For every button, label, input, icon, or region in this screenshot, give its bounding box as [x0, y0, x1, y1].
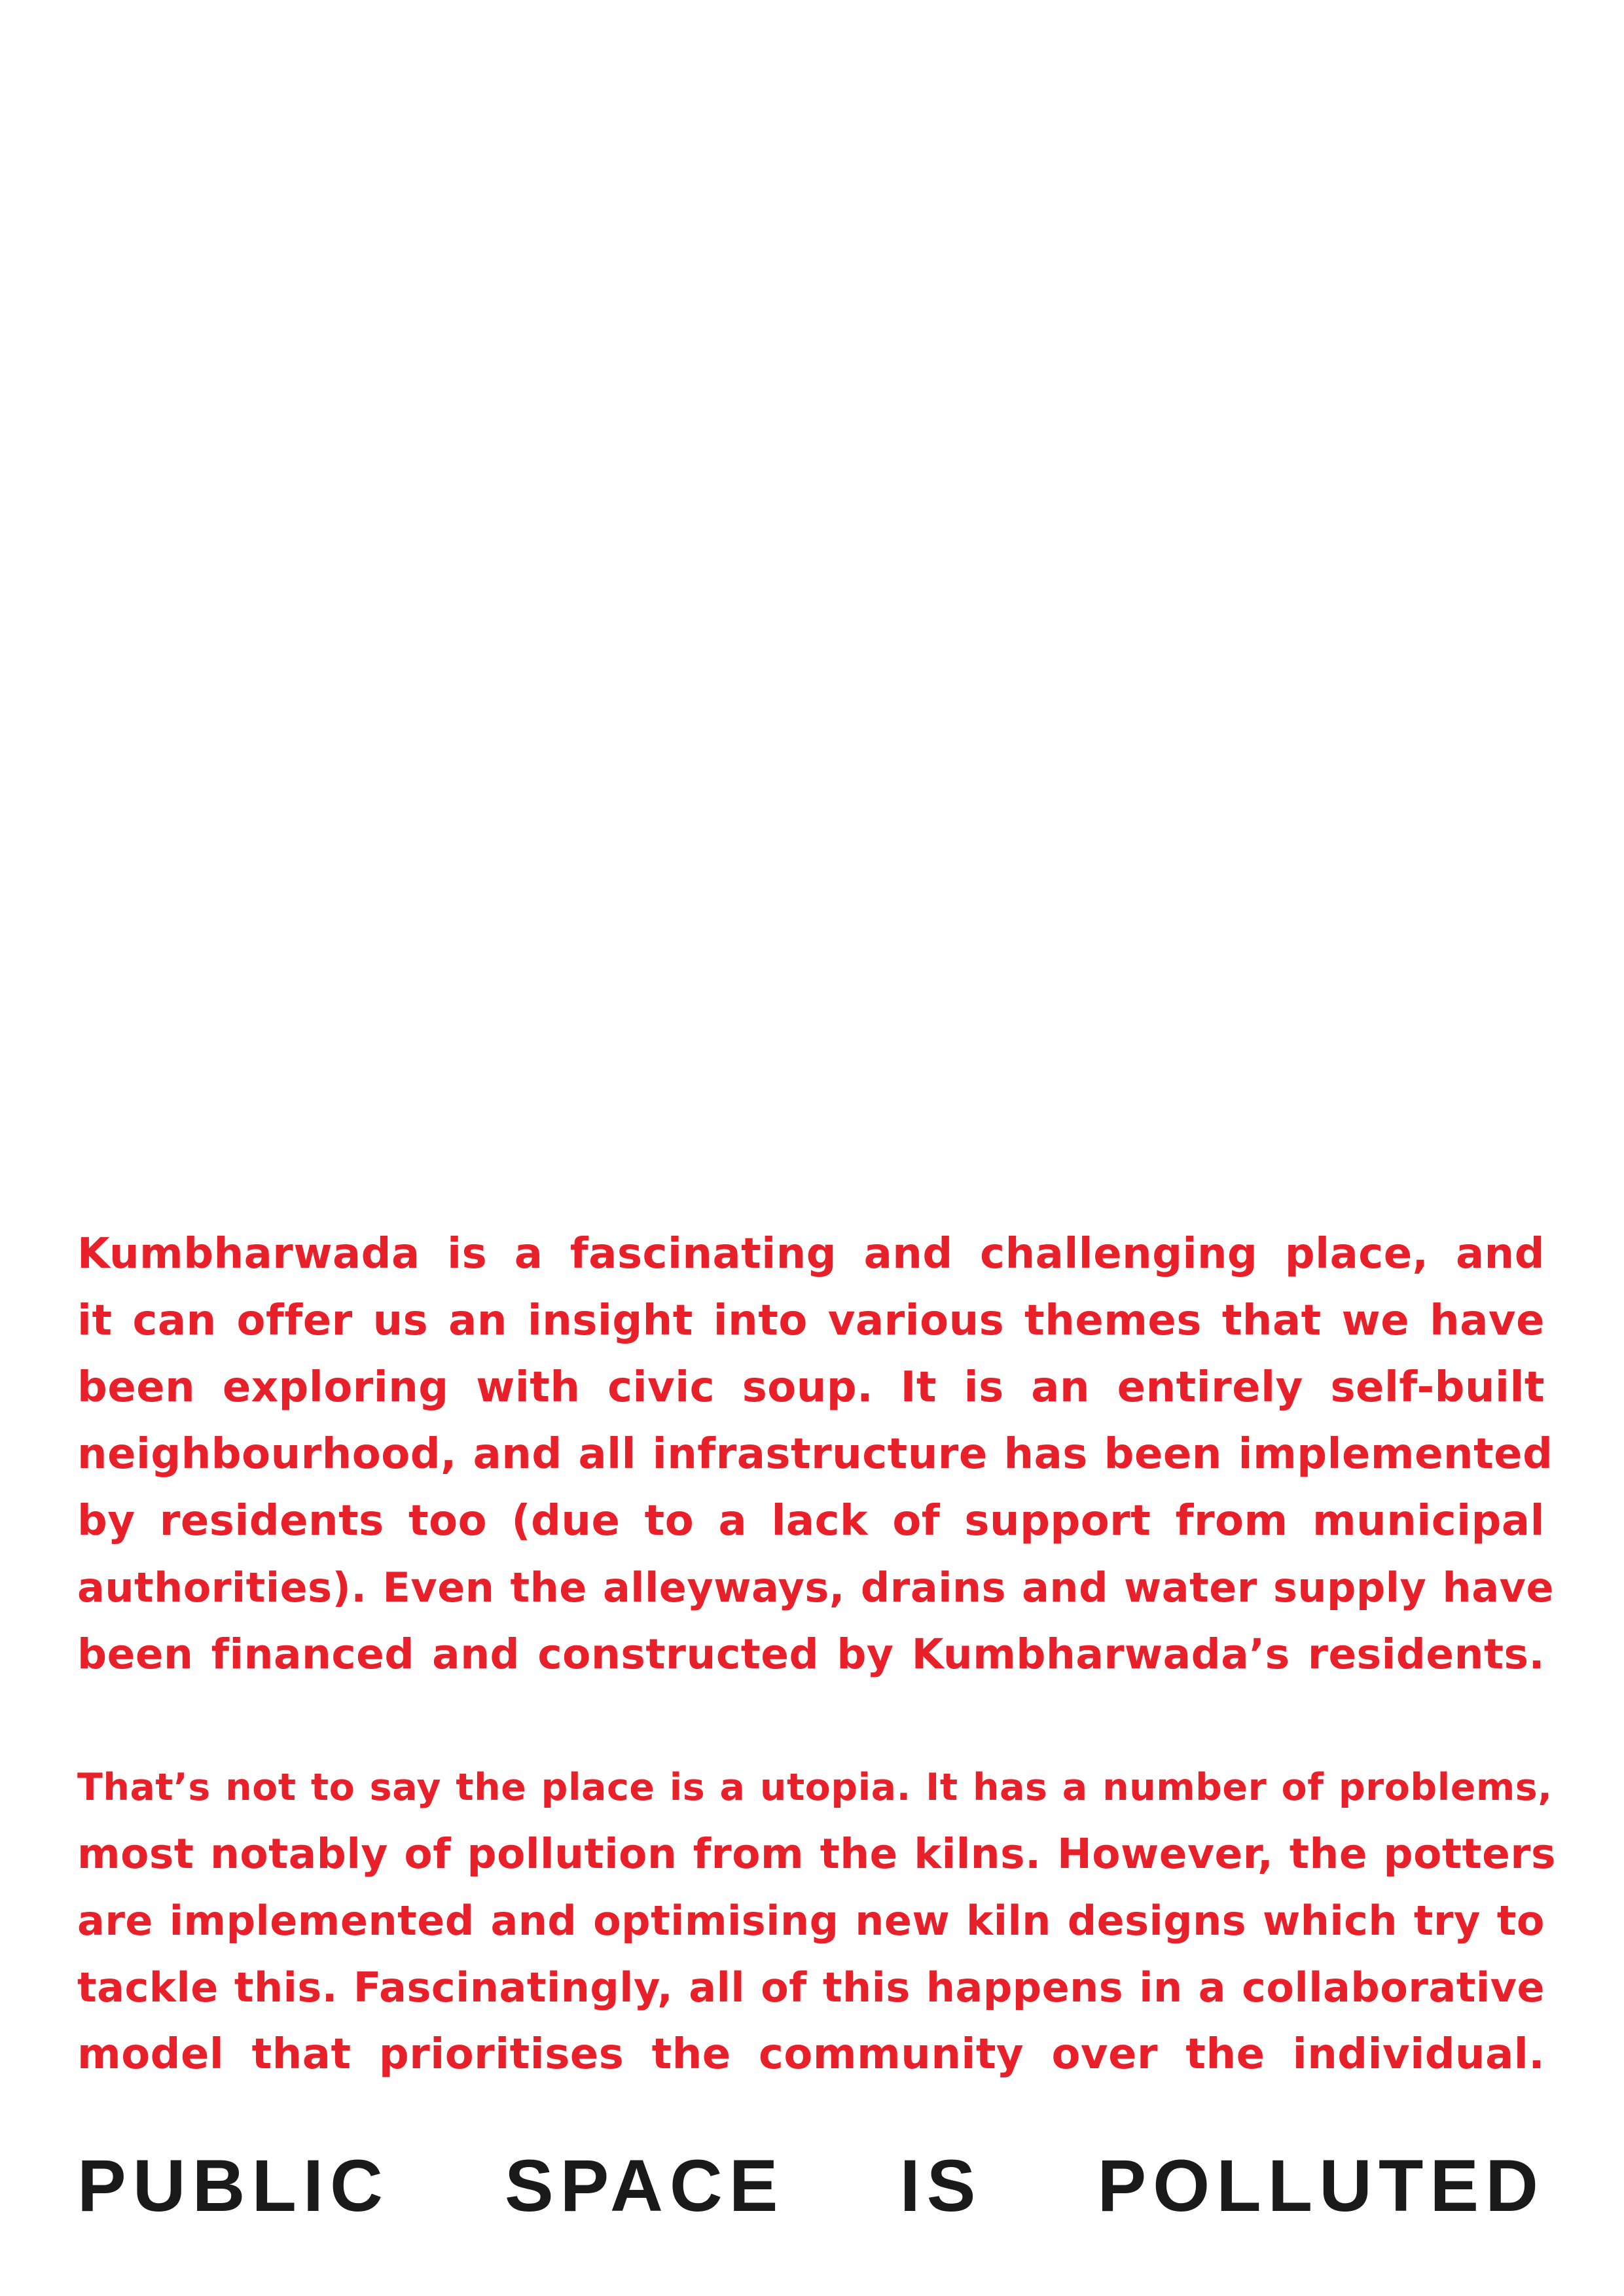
paragraph-line: been financed and constructed by Kumbharwada’s residents. — [77, 1630, 1545, 1678]
paragraph-line: been exploring with civic soup. It is an entirely self-built — [77, 1363, 1545, 1412]
paragraph-line: model that prioritises the community over the individual. — [77, 2030, 1545, 2079]
paragraph-line: neighbourhood, and all infrastructure has been implemented — [77, 1430, 1553, 1479]
paragraph-line: authorities). Even the alleyways, drains and water supply have — [77, 1564, 1554, 1611]
paragraph-intro — [77, 1221, 1554, 1688]
paragraph-line: it can offer us an insight into various themes that we have — [77, 1297, 1545, 1345]
paragraph-problems — [77, 1754, 1556, 2088]
paragraph-line: most notably of pollution from the kilns. However, the potters — [77, 1830, 1556, 1878]
paragraph-line: That’s not to say the place is a utopia. It has a number of problems, — [77, 1766, 1553, 1809]
paragraph-line: by residents too (due to a lack of support from municipal — [77, 1497, 1545, 1545]
paragraph-line: tackle this. Fascinatingly, all of this happens in a collaborative — [77, 1964, 1545, 2011]
paragraph-line: are implemented and optimising new kiln designs which try to — [77, 1897, 1545, 1945]
paragraph-line: Kumbharwada is a fascinating and challenging place, and — [77, 1230, 1545, 1278]
headline: PUBLIC SPACE IS POLLUTED — [77, 2145, 1545, 2227]
